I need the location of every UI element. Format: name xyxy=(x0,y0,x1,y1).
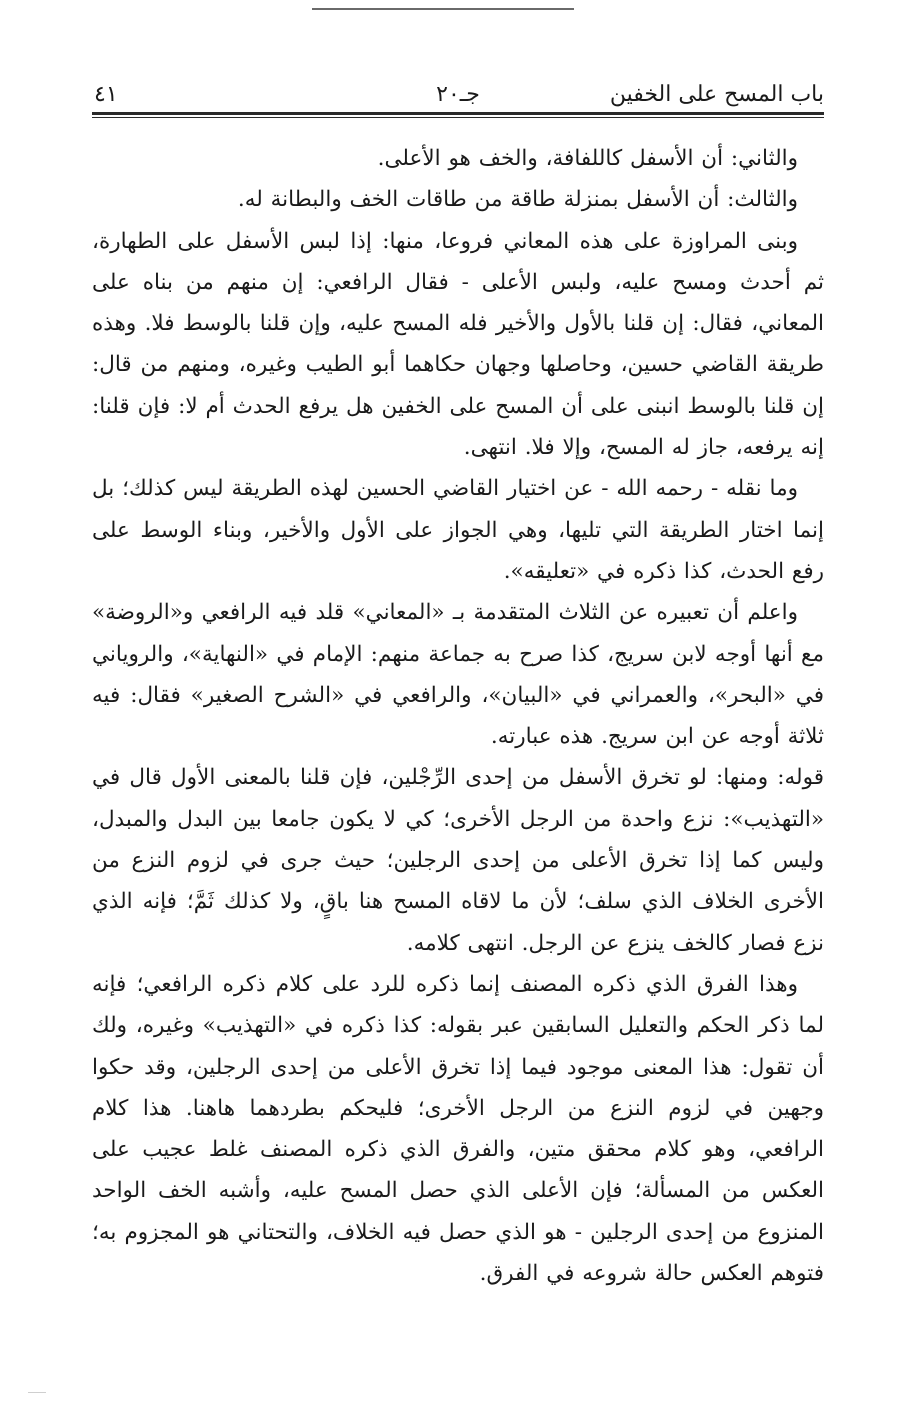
paragraph: وبنى المراوزة على هذه المعاني فروعا، منها: إذا لبس الأسفل على الطهارة، ثم أحدث ومسح عليه، ولبس الأعلى - فقال الرافعي: إن منهم من بناه على المعاني، فقال: إن قلنا بالأول والأخير فله المسح عليه، وإن قلنا بالوسط فلا. وهذه طريقة القاضي حسين، وحاصلها وجهان حكاهما أبو الطيب وغيره، ومنهم من قال: إن قلنا بالوسط انبنى على أن المسح على الخفين هل يرفع الحدث أم لا: فإن قلنا: إنه يرفعه، جاز له المسح، وإلا فلا. انتهى. xyxy=(92,228,824,461)
volume-label: جـ٢٠ xyxy=(436,82,480,107)
top-edge-rule xyxy=(312,8,574,10)
paragraph: وما نقله - رحمه الله - عن اختيار القاضي الحسين لهذه الطريقة ليس كذلك؛ بل إنما اختار الطريقة التي تليها، وهي الجواز على الأول والأخير، وبناء الوسط على رفع الحدث، كذا ذكره في «تعليقه». xyxy=(92,476,824,584)
paragraph: واعلم أن تعبيره عن الثلاث المتقدمة بـ «المعاني» قلد فيه الرافعي و«الروضة» مع أنها أوجه لابن سريج، كذا صرح به جماعة منهم: الإمام في «النهاية»، والروياني في «البحر»، والعمراني في «البيان»، والرافعي في «الشرح الصغير» فقال: فيه ثلاثة أوجه عن ابن سريج. هذه عبارته. xyxy=(92,600,824,750)
header-rule xyxy=(92,112,824,118)
paragraph: والثاني: أن الأسفل كاللفافة، والخف هو الأعلى. xyxy=(377,146,798,171)
page-header xyxy=(92,78,824,118)
paragraph: قوله: ومنها: لو تخرق الأسفل من إحدى الرِّجْلين، فإن قلنا بالمعنى الأول قال في «التهذيب»: نزع واحدة من الرجل الأخرى؛ كي لا يكون جامعا بين البدل والمبدل، وليس كما إذا تخرق الأعلى من إحدى الرجلين؛ حيث جرى في لزوم النزع من الأخرى الخلاف الذي سلف؛ لأن ما لاقاه المسح هنا باقٍ، ولا كذلك ثَمَّ؛ فإنه الذي نزع فصار كالخف ينزع عن الرجل. انتهى كلامه. xyxy=(92,765,824,956)
scan-mark xyxy=(28,1392,46,1393)
paragraph: وهذا الفرق الذي ذكره المصنف إنما ذكره للرد على كلام ذكره الرافعي؛ فإنه لما ذكر الحكم والتعليل السابقين عبر بقوله: كذا ذكره في «التهذيب» وغيره، ولك أن تقول: هذا المعنى موجود فيما إذا تخرق الأعلى من إحدى الرجلين، وقد حكوا وجهين في لزوم النزع من الرجل الأخرى؛ فليحكم بطردهما هاهنا. هذا كلام الرافعي، وهو كلام محقق متين، والفرق الذي ذكره المصنف غلط عجيب على العكس من المسألة؛ فإن الأعلى الذي حصل المسح عليه، وأشبه الخف الواحد المنزوع من إحدى الرجلين - هو الذي حصل فيه الخلاف، والتحتاني هو المجزوم به؛ فتوهم العكس حالة شروعه في الفرق. xyxy=(92,971,824,1287)
page-number: ٤١ xyxy=(94,82,118,107)
chapter-title: باب المسح على الخفين xyxy=(609,82,824,107)
page-body xyxy=(92,138,824,1294)
paragraph: والثالث: أن الأسفل بمنزلة طاقة من طاقات الخف والبطانة له. xyxy=(237,187,798,213)
